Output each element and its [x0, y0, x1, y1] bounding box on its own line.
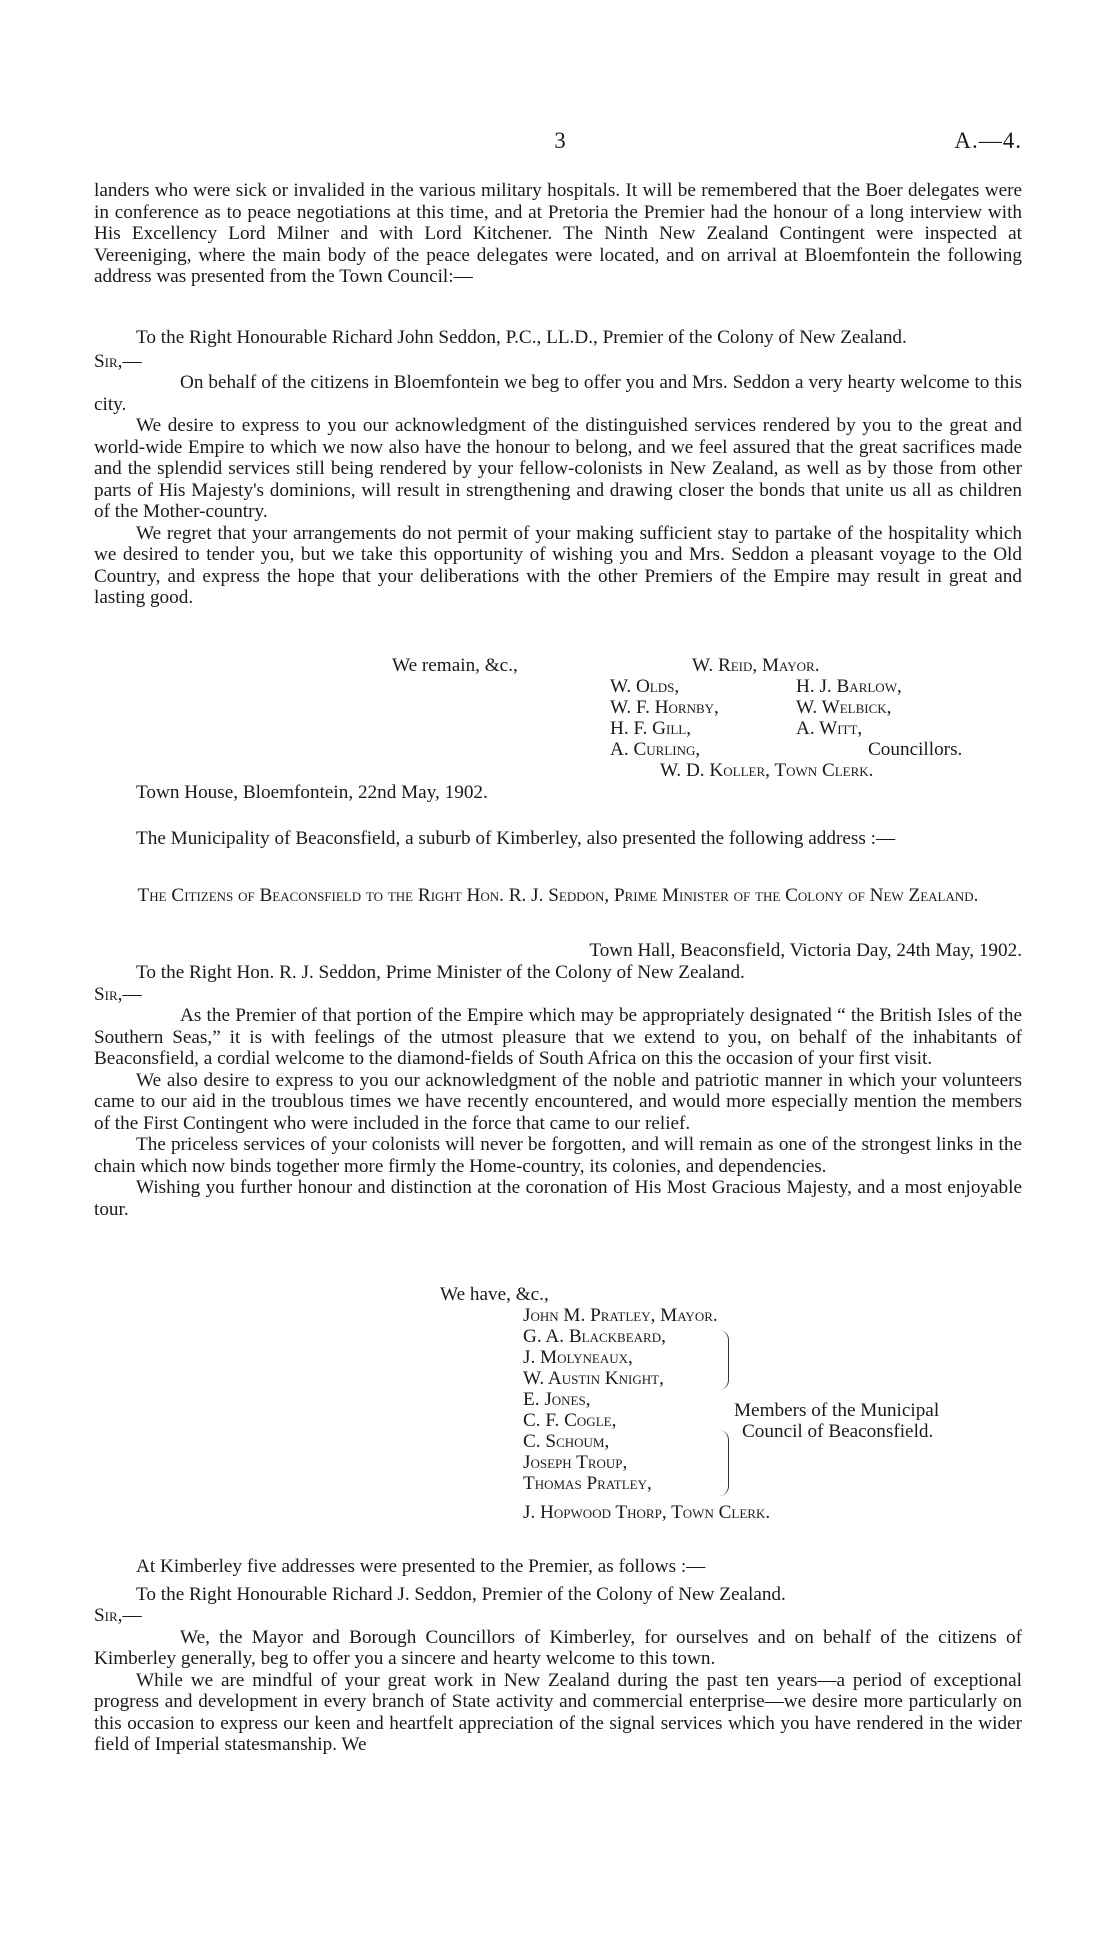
beaconsfield-member: E. Jones,	[523, 1389, 591, 1410]
bloemfontein-closing: We remain, &c.,	[392, 655, 518, 676]
kimberley-intro: At Kimberley five addresses were presented to the Premier, as follows :—	[136, 1556, 706, 1577]
beaconsfield-intro: The Municipality of Beaconsfield, a suburb of Kimberley, also presented the following address :—	[136, 828, 896, 849]
bloemfontein-councillor: H. J. Barlow,	[796, 676, 902, 697]
bloemfontein-councillor: A. Curling,	[610, 739, 701, 760]
beaconsfield-member: W. Austin Knight,	[523, 1368, 664, 1389]
beaconsfield-address	[94, 962, 1022, 1220]
kimberley-para-1: We, the Mayor and Borough Councillors of Kimberley, for ourselves and on behalf of the citizens of Kimberley generally, beg to offer you a sincere and hearty welcome to this town.	[94, 1626, 1022, 1669]
beaconsfield-mayor: John M. Pratley, Mayor.	[523, 1305, 718, 1326]
beaconsfield-salutation: Sir,—	[94, 983, 142, 1005]
beaconsfield-member: G. A. Blackbeard,	[523, 1326, 666, 1347]
kimberley-section	[94, 1556, 1022, 1756]
bloemfontein-para-3: We regret that your arrangements do not permit of your making sufficient stay to partake of the hospitality which we desired to tender you, but we take this opportunity of wishing you and Mrs. Seddon a pleasant voyage to the Old Country, and express the hope that your deliberations with the other Premiers of the Empire may result in great and lasting good.	[94, 522, 1022, 608]
intro-paragraph: landers who were sick or invalided in the various military hospitals. It will be remembered that the Boer delegates were in conference as to peace negotiations at this time, and at Pretoria the Premier had the honour of a long interview with His Excellency Lord Milner and with Lord Kitchener. The Ninth New Zealand Contingent were inspected at Vereeniging, where the main body of the peace delegates were located, and on arrival at Bloemfontein the following address was presented from the Town Council:—	[94, 180, 1022, 287]
councillors-label: Councillors.	[868, 739, 963, 760]
kimberley-salutation: Sir,—	[94, 1605, 142, 1626]
beaconsfield-intro-section	[94, 828, 1022, 850]
bloemfontein-para-1: On behalf of the citizens in Bloemfontein we beg to offer you and Mrs. Seddon a very hearty welcome to this city.	[94, 372, 1022, 415]
beaconsfield-member: J. Molyneaux,	[523, 1347, 633, 1368]
members-brace-bottom	[716, 1430, 729, 1496]
members-label-line-1: Members of the Municipal	[734, 1400, 940, 1421]
document-reference: A.—4.	[954, 128, 1022, 153]
beaconsfield-member: C. F. Cogle,	[523, 1410, 617, 1431]
bloemfontein-councillor: A. Witt,	[796, 718, 863, 739]
kimberley-para-2: While we are mindful of your great work in New Zealand during the past ten years—a period of exceptional progress and development in every branch of State activity and commercial enterprise—we desire more particularly on this occasion to express our keen and heartfelt appreciation of the signal services which you have rendered in the wider field of Imperial statesmanship. We	[94, 1669, 1022, 1755]
beaconsfield-para-1: As the Premier of that portion of the Empire which may be appropriately designated “ the British Isles of the Southern Seas,” it is with feelings of the utmost pleasure that we extend to you, on behalf of the inhabitants of Beaconsfield, a cordial welcome to the diamond-fields of South Africa on this the occasion of your first visit.	[94, 1005, 1022, 1069]
beaconsfield-para-2: We also desire to express to you our acknowledgment of the noble and patriotic manner in which your volunteers came to our aid in the troublous times we have recently encountered, and would more especially mention the members of the First Contingent who were included in the force that came to our relief.	[94, 1069, 1022, 1134]
bloemfontein-town-clerk: W. D. Koller, Town Clerk.	[660, 760, 874, 781]
members-brace-top	[716, 1330, 729, 1390]
bloemfontein-salutation: Sir,—	[94, 350, 142, 372]
beaconsfield-title: The Citizens of Beaconsfield to the Right Hon. R. J. Seddon, Prime Minister of the Colony of New Zealand.	[137, 885, 979, 906]
beaconsfield-member: Thomas Pratley,	[523, 1473, 652, 1494]
page-number: 3	[554, 128, 566, 153]
beaconsfield-date: Town Hall, Beaconsfield, Victoria Day, 24th May, 1902.	[589, 940, 1022, 961]
beaconsfield-town-clerk: J. Hopwood Thorp, Town Clerk.	[523, 1502, 771, 1523]
bloemfontein-councillor: W. F. Hornby,	[610, 697, 719, 718]
bloemfontein-mayor: W. Reid, Mayor.	[692, 655, 820, 676]
beaconsfield-para-3: The priceless services of your colonists will never be forgotten, and will remain as one of the strongest links in the chain which now binds together more firmly the Home-country, its colonies, and dependencies.	[94, 1134, 1022, 1177]
beaconsfield-para-4: Wishing you further honour and distinction at the coronation of His Most Gracious Majesty, and a most enjoyable tour.	[94, 1177, 1022, 1220]
beaconsfield-addressee: To the Right Hon. R. J. Seddon, Prime Minister of the Colony of New Zealand.	[136, 962, 745, 983]
kimberley-addressee: To the Right Honourable Richard J. Seddon, Premier of the Colony of New Zealand.	[136, 1583, 786, 1605]
beaconsfield-title-section	[94, 885, 1022, 907]
bloemfontein-place-date: Town House, Bloemfontein, 22nd May, 1902.	[136, 782, 488, 803]
bloemfontein-para-2: We desire to express to you our acknowledgment of the distinguished services rendered by you to the great and world-wide Empire to which we now also have the honour to belong, and we feel assured that the great sacrifices made and the splendid services still being rendered by your fellow-colonists in New Zealand, as well as by those from other parts of His Majesty's dominions, will result in strengthening and drawing closer the bonds that unite us all as children of the Mother-country.	[94, 415, 1022, 522]
bloemfontein-councillor: H. F. Gill,	[610, 718, 692, 739]
members-label-line-2: Council of Beaconsfield.	[742, 1421, 934, 1442]
beaconsfield-member: Joseph Troup,	[523, 1452, 628, 1473]
bloemfontein-councillor: W. Olds,	[610, 676, 680, 697]
bloemfontein-address	[94, 327, 1022, 609]
bloemfontein-councillor: W. Welbick,	[796, 697, 892, 718]
bloemfontein-addressee: To the Right Honourable Richard John Seddon, P.C., LL.D., Premier of the Colony of New Zealand.	[136, 327, 907, 348]
beaconsfield-member: C. Schoum,	[523, 1431, 610, 1452]
intro-section	[94, 180, 1022, 288]
beaconsfield-closing: We have, &c.,	[440, 1284, 549, 1305]
